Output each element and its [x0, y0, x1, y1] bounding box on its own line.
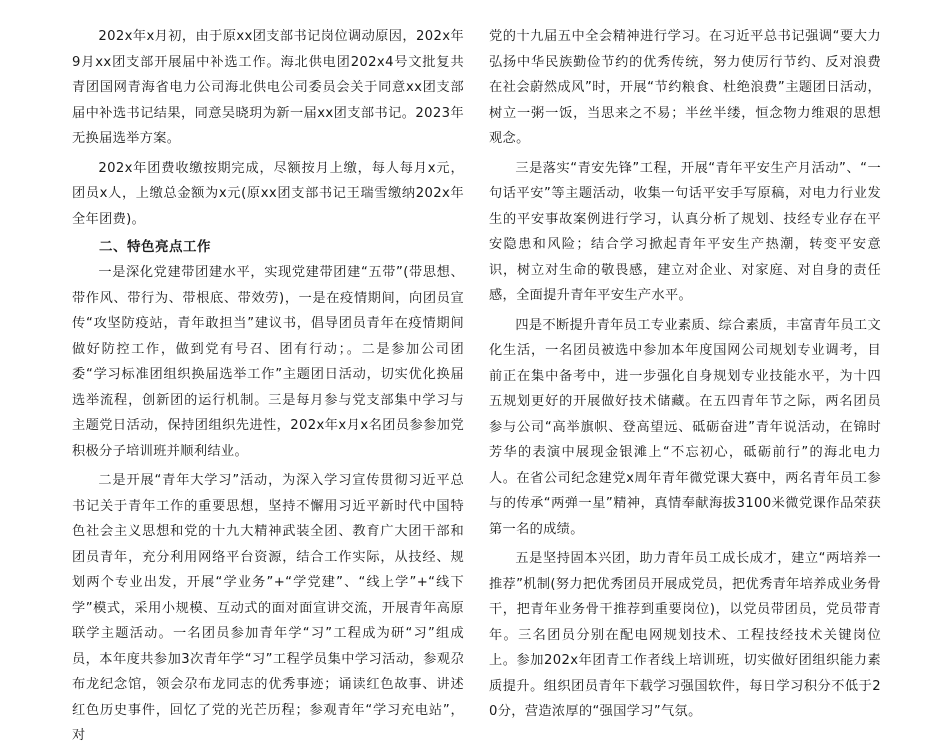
paragraph-talent-growth: 五是坚持固本兴团，助力青年员工成长成才，建立“两培养一推荐”机制(努力把优秀团员开展成党员，把优秀青年培养成业务骨干，把青年业务骨干推荐到重要岗位)，以党员带团员，党员带青年。三名团员分别在配电网规划技术、工程技经技术关键岗位上。参加202x年团青工作者线上培训班，切实做好团组织能力素质提升。组织团员青年下载学习强国软件，每日学习积分不低于20分，营造浓厚的“强国学习”气氛。	[489, 551, 881, 719]
paragraph-study-continued: 党的十九届五中全会精神进行学习。在习近平总书记强调“要大力弘扬中华民族勤俭节约的优秀传统，努力使厉行节约、反对浪费在社会蔚然成风”时，开展“节约粮食、杜绝浪费”主题团日活动，树立一粥一饭，当思来之不易；半丝半缕，恒念物力维艰的思想观念。	[489, 29, 881, 146]
paragraph-youth-study: 二是开展“青年大学习”活动，为深入学习宣传贯彻习近平总书记关于青年工作的重要思想，坚持不懈用习近平新时代中国特色社会主义思想和党的十九大精神武装全团、教育广大团干部和团员青年，充分利用网络平台资源，结合工作实际，从技经、规划两个专业出发，开展“学业务”+“学党建”、“线上学”+“线下学”模式，采用小规模、互动式的面对面宣讲交流，开展青年高原联学主题活动。一名团员参加青年学“习”工程成为研“习”组成员，本年度共参加3次青年学“习”工程学员集中学习活动，参观尕布龙纪念馆，领会尕布龙同志的优秀事迹；诵读红色故事、讲述红色历史事件，回忆了党的光芒历程；参观青年“学习充电站”，对	[72, 473, 464, 743]
paragraph-safety-pioneer: 三是落实“青安先锋”工程，开展“青年平安生产月活动”、“一句话平安”等主题活动，收集一句话平安手写原稿，对电力行业发生的平安事故案例进行学习，认真分析了规划、技经专业存在平安隐患和风险；结合学习掀起青年平安生产热潮，转变平安意识，树立对生命的敬畏感，建立对企业、对家庭、对自身的责任感，全面提升青年平安生产水平。	[489, 160, 881, 303]
right-column	[489, 24, 881, 725]
paragraph-professional-quality: 四是不断提升青年员工专业素质、综合素质，丰富青年员工文化生活，一名团员被选中参加本年度国网公司规划专业调考，目前正在集中备考中，进一步强化自身规划专业技能水平，为十四五规划更好的开展做好技术储藏。在五四青年节之际，两名团员参与公司“高举旗帜、登高望远、砥砺奋进”青年说活动，在锦时芳华的表演中展现金银滩上“不忘初心，砥砺前行”的海北电力人。在省公司纪念建党x周年青年微党课大赛中，两名青年员工参与的传承“两弹一星”精神，真情奉献海拔3100米微党课作品荣获第一名的成绩。	[489, 317, 881, 537]
section-heading: 二、特色亮点工作	[99, 239, 211, 255]
paragraph-party-building: 一是深化党建带团建水平，实现党建带团建“五带”(带思想、带作风、带行为、带根底、带效劳)，一是在疫情期间，向团员宣传“攻坚防疫站，青年敢担当”建议书，倡导团员青年在疫情期间做好防控工作，做到党有号召、团有行动；。二是参加公司团委“学习标准团组织换届选举工作”主题团日活动，切实优化换届选举流程，创新团的运行机制。三是每月参与党支部集中学习与主题党日活动，保持团组织先进性，202x年x月x名团员参参加党积极分子培训班并顺利结业。	[72, 265, 464, 459]
paragraph-dues: 202x年团费收缴按期完成，尽额按月上缴，每人每月x元，团员x人，上缴总金额为x元(原xx团支部书记王瑞雪缴纳202x年全年团费)。	[72, 160, 464, 227]
paragraph-election: 202x年x月初，由于原xx团支部书记岗位调动原因，202x年9月xx团支部开展届中补选工作。海北供电团202x4号文批复共青团国网青海省电力公司海北供电公司委员会关于同意xx团支部届中补选书记结果，同意吴晓玥为新一届xx团支部书记。2023年无换届选举方案。	[72, 29, 464, 146]
left-column	[72, 24, 464, 749]
